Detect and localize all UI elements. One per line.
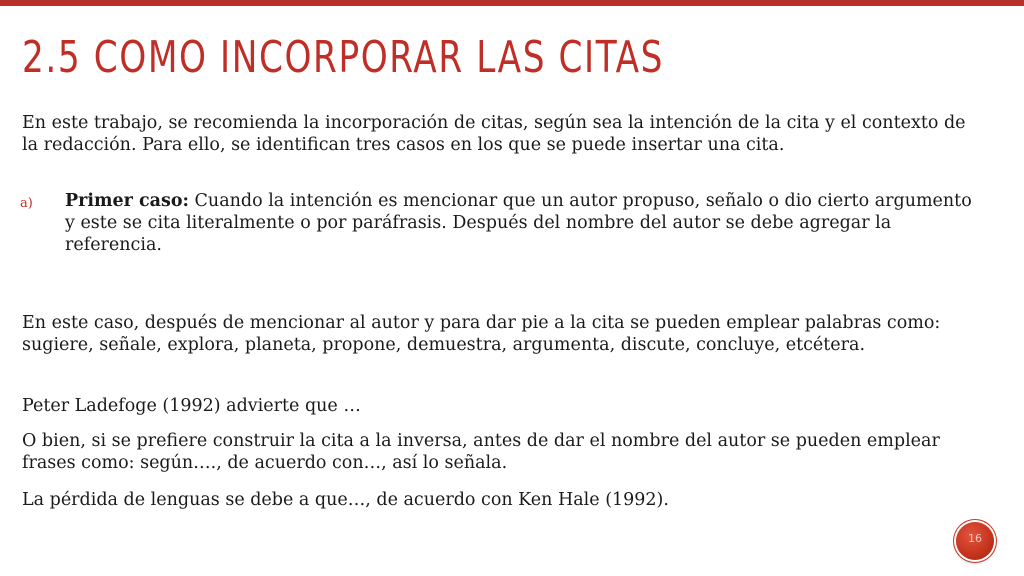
intro-paragraph: En este trabajo, se recomienda la incorporación de citas, según sea la intención de la cita y el contexto de la redacción. Para ello, se identifican tres casos en los que se puede insertar una cita. <box>22 113 966 155</box>
case-a-list-item <box>20 190 980 256</box>
case-a-label: Primer caso: <box>65 191 189 211</box>
slide-number: 16 <box>968 532 982 545</box>
paragraph-inverse: O bien, si se prefiere construir la cita a la inversa, antes de dar el nombre del autor se pueden emplear frases como: según…., de acuerdo con…, así lo señala. <box>22 431 940 473</box>
slide-number-badge <box>956 522 994 560</box>
list-marker: a) <box>20 196 33 211</box>
slide-title: 2.5 COMO INCORPORAR LAS CITAS <box>22 32 664 83</box>
paragraph-example-2: La pérdida de lenguas se debe a que…, de acuerdo con Ken Hale (1992). <box>22 490 669 510</box>
paragraph-example-1: Peter Ladefoge (1992) advierte que … <box>22 396 361 416</box>
top-accent-bar <box>0 0 1024 6</box>
case-a-text: Cuando la intención es mencionar que un autor propuso, señalo o dio cierto argumento y este se cita literalmente o por paráfrasis. Después del nombre del autor se debe agregar la referencia. <box>65 191 972 255</box>
paragraph-verbs: En este caso, después de mencionar al autor y para dar pie a la cita se pueden emplear palabras como: sugiere, señale, explora, planeta, propone, demuestra, argumenta, discute, concluye, etcétera. <box>22 313 941 355</box>
case-a-content <box>65 190 980 256</box>
